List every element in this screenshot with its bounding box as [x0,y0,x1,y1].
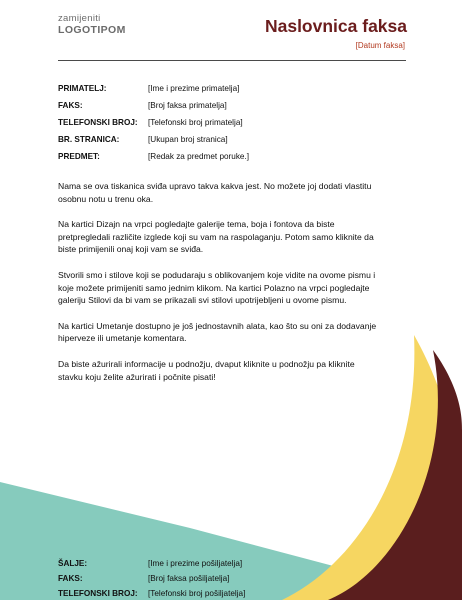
sender-phone-value[interactable]: [Telefonski broj pošiljatelja] [148,589,246,598]
recipient-name-value[interactable]: [Ime i prezime primatelja] [148,84,240,93]
logo-caption: zamijeniti [58,13,101,24]
sender-fax-row [58,574,245,589]
phone-row [58,118,249,135]
phone-value[interactable]: [Telefonski broj primatelja] [148,118,243,127]
fax-date[interactable]: [Datum faksa] [355,41,405,50]
subject-label: PREDMET: [58,152,100,161]
body-paragraph: Na kartici Dizajn na vrpci pogledajte galerije tema, boja i fontova da biste pretpregledali različite izglede koji su vam na raspolaganju. Potom samo kliknite da biste primijenili onaj koji vam se sviđa. [58,219,374,255]
subject-value[interactable]: [Redak za predmet poruke.] [148,152,250,161]
sender-name-value[interactable]: [Ime i prezime pošiljatelja] [148,559,243,568]
body-paragraph: Stvorili smo i stilove koji se podudaraju s oblikovanjem koje vidite na ovome pismu i koje možete primijeniti samo jednim klikom. Na kartici Polazno na vrpci pogledajte galeriju Stilovi da bi vam se prikazali svi stilovi upotrijebljeni u ovome pismu. [58,269,376,306]
document-title: Naslovnica faksa [264,16,407,36]
phone-label: TELEFONSKI BROJ: [58,118,138,127]
sender-fields [58,559,245,604]
sender-fax-value[interactable]: [Broj faksa pošiljatelja] [148,574,230,583]
recipient-fields [58,84,249,169]
sender-phone-label: TELEFONSKI BROJ: [58,589,138,598]
sender-row [58,559,245,574]
subject-row [58,152,249,169]
header-divider [58,60,406,61]
message-body[interactable] [58,180,378,396]
pages-label: BR. STRANICA: [58,135,120,144]
logo-text: LOGOTIPOM [58,23,126,36]
pages-value[interactable]: [Ukupan broj stranica] [148,135,228,144]
sender-fax-label: FAKS: [58,574,83,583]
recipient-row [58,84,249,101]
logo-placeholder [58,14,126,35]
sender-phone-row [58,589,245,604]
fax-row [58,101,249,118]
body-paragraph: Na kartici Umetanje dostupno je još jednostavnih alata, kao što su oni za dodavanje hiperveze ili umetanje komentara. [58,320,377,344]
sender-label: ŠALJE: [58,559,88,568]
body-paragraph: Nama se ova tiskanica sviđa upravo takva kakva jest. No možete joj dodati vlastitu osobnu notu u trenu oka. [58,181,372,204]
fax-label: FAKS: [58,101,83,110]
pages-row [58,135,249,152]
fax-number-value[interactable]: [Broj faksa primatelja] [148,101,227,110]
body-paragraph: Da biste ažurirali informacije u podnožju, dvaput kliknite u podnožju pa kliknite stavku koju želite ažurirati i počnite pisati! [58,358,355,382]
recipient-label: PRIMATELJ: [58,84,107,93]
